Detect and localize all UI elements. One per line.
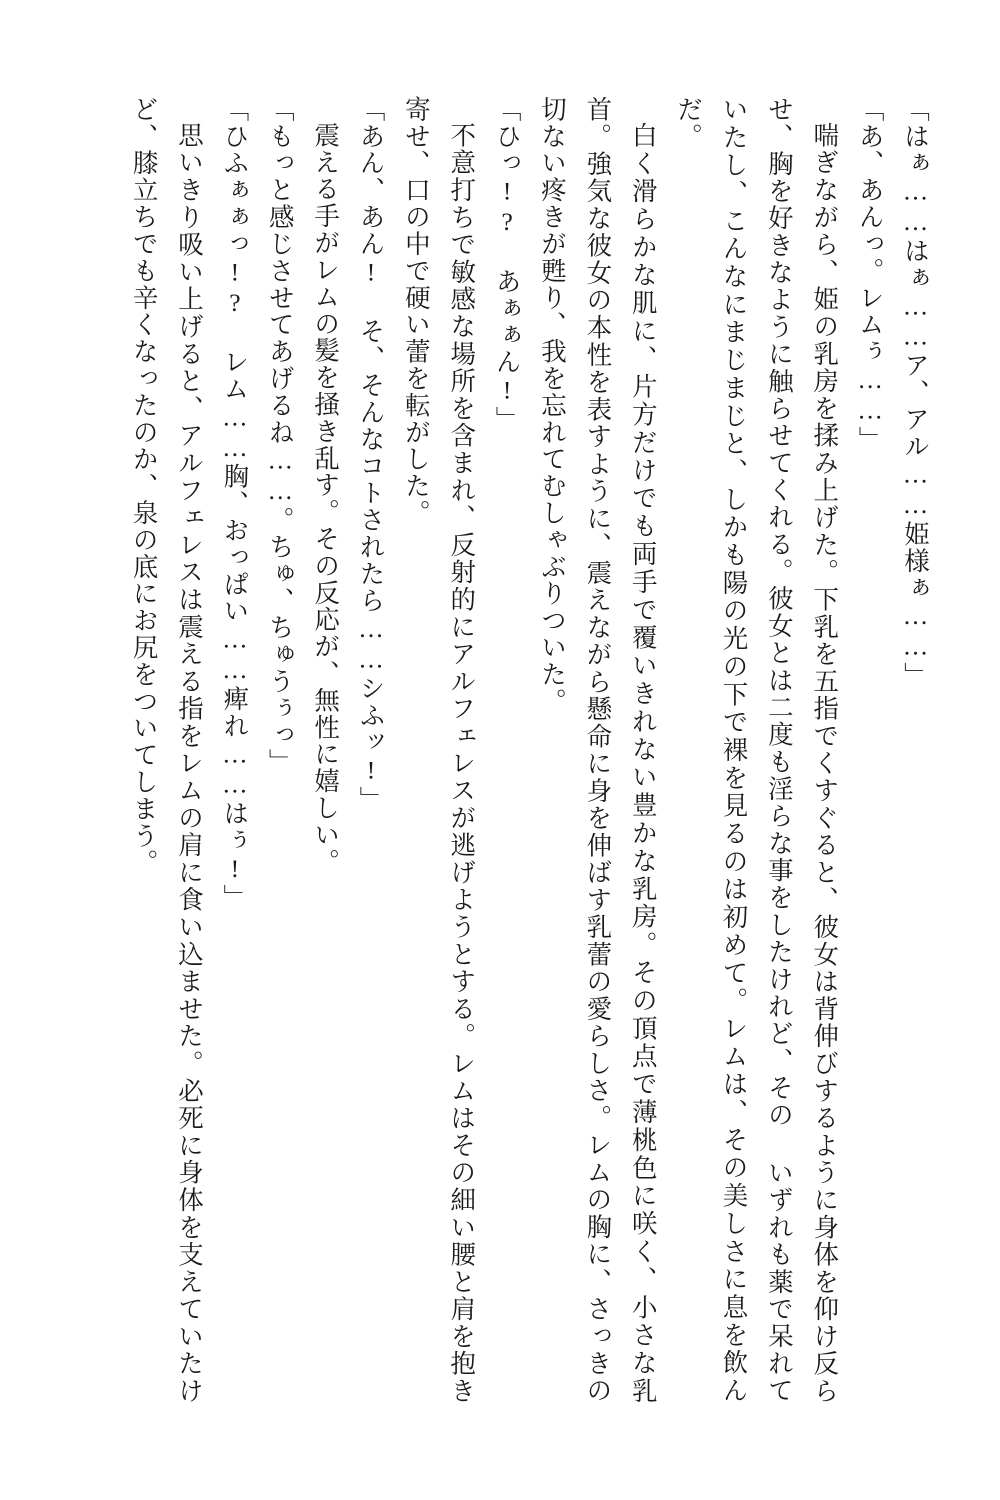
- paragraph: 白く滑らかな肌に、片方だけでも両手で覆いきれない豊かな乳房。その頂点で薄桃色に咲く、小さな乳首。強気な彼女の本性を表すように、震えながら懸命に身を伸ばす乳蕾の愛らしさ。レムの胸に、さっきの切ない疼きが甦り、我を忘れてむしゃぶりついた。: [538, 96, 658, 1404]
- paragraph: 喘ぎながら、姫の乳房を揉み上げた。下乳を五指でくすぐると、彼女は背伸びするように身体を仰け反らせ、胸を好きなように触らせてくれる。彼女とは二度も淫らな事をしたけれど、その いずれも薬で呆れていたし、こんなにまじまじと、しかも陽の光の下で裸を見るのは初めて。レムは、その美しさに息を飲んだ。: [674, 96, 840, 1404]
- paragraph: 「あ、あんっ。レムぅ……」: [855, 96, 885, 453]
- paragraph: 「ひっ!? あぁぁん!」: [492, 96, 522, 433]
- paragraph: 不意打ちで敏感な場所を含まれ、反射的にアルフェレスが逃げようとする。レムはその細い腰と肩を抱き寄せ、口の中で硬い蕾を転がした。: [401, 96, 477, 1404]
- paragraph: 震える手がレムの髪を掻き乱す。その反応が、無性に嬉しい。: [311, 121, 341, 875]
- paragraph: 「もっと感じさせてあげるね……。ちゅ、ちゅうぅっ」: [265, 96, 295, 776]
- vertical-text-body: [60, 96, 938, 1404]
- paragraph: 「あん、あん! そ、そんなコトされたら……シふッ!」: [356, 96, 386, 813]
- paragraph: 思いきり吸い上げると、アルフェレスは震える指をレムの肩に食い込ませた。必死に身体を支えていたけど、膝立ちでも辛くなったのか、泉の底にお尻をついてしまう。: [129, 96, 204, 1404]
- paragraph: 「はぁ……はぁ……ア、アル……姫様ぁ……」: [901, 96, 930, 689]
- paragraph: 「ひふぁぁっ!? レム……胸、おっぱい……痺れ……はぅ!」: [220, 96, 250, 912]
